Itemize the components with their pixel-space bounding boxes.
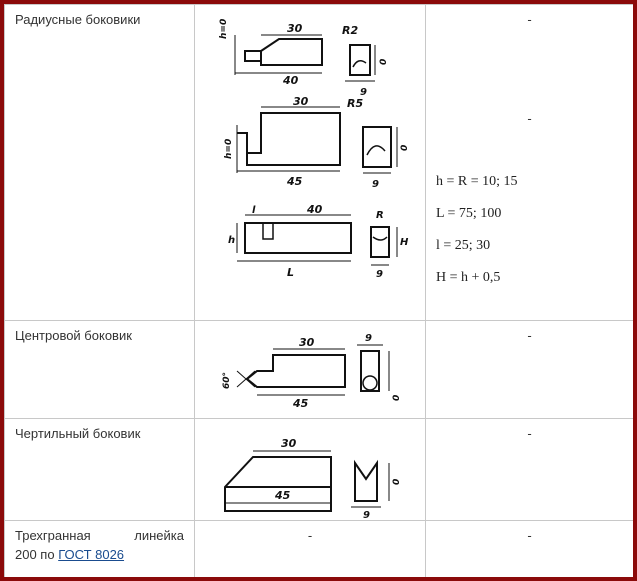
- dim-label: L: [287, 266, 295, 279]
- side-block-3: [245, 223, 351, 253]
- formula: L = 75; 100: [436, 206, 502, 221]
- dim-label: h=0: [219, 18, 229, 39]
- empty-cell: [195, 521, 426, 578]
- dim-label: 9: [360, 87, 367, 98]
- formulas: [426, 166, 633, 294]
- dash-mark: -: [527, 528, 532, 543]
- notes-cell: [426, 5, 634, 321]
- side-block-1-end: [350, 45, 370, 75]
- notes-cell: [426, 321, 634, 419]
- empty-cell: [426, 521, 634, 578]
- table-row: [5, 321, 634, 419]
- formula: h = R = 10; 15: [436, 174, 518, 189]
- row-name-line: Трехгранная линейка: [15, 528, 184, 543]
- center-side-drawing: [195, 321, 426, 418]
- drawing-cell: [195, 419, 426, 521]
- table-row: [5, 521, 634, 578]
- formula: H = h + 0,5: [436, 270, 501, 285]
- dim-label: 9: [365, 333, 372, 344]
- dim-label: h=0: [224, 138, 234, 159]
- side-block-2-end: [363, 127, 391, 167]
- dim-label: 9: [363, 510, 370, 520]
- dim-label: 60°: [222, 371, 232, 389]
- table-row: [5, 5, 634, 321]
- row-name-prefix: 200 по: [15, 547, 59, 562]
- dim-label: 9: [372, 179, 379, 190]
- dim-label: R2: [342, 24, 359, 37]
- dim-label: 30: [287, 22, 303, 35]
- dim-label: 45: [275, 489, 291, 502]
- dim-label: 0: [392, 394, 402, 401]
- side-block-2: [237, 113, 340, 165]
- radius-side-drawings: [195, 5, 426, 311]
- dim-label: l: [252, 205, 256, 216]
- page-frame: [4, 4, 633, 577]
- notes-cell: [426, 419, 634, 521]
- dim-label: 30: [299, 336, 315, 349]
- dash-mark: -: [527, 328, 532, 343]
- dim-label: R: [376, 210, 384, 221]
- row-name: Центровой боковик: [15, 328, 132, 343]
- dim-label: 40: [307, 203, 323, 216]
- dim-label: 0: [379, 58, 389, 65]
- scribing-side-drawing: [195, 419, 426, 520]
- center-block: [247, 355, 345, 387]
- row-name-cell: [5, 419, 195, 521]
- dim-label: 0: [392, 478, 402, 485]
- row-name: Радиусные боковики: [15, 12, 141, 27]
- dim-label: 45: [293, 397, 309, 410]
- dim-label: 0: [400, 144, 410, 151]
- dash-mark: -: [527, 12, 532, 27]
- formula: l = 25; 30: [436, 238, 491, 253]
- dim-label: 30: [293, 95, 309, 108]
- dash-mark: -: [307, 528, 313, 543]
- row-name: Чертильный боковик: [15, 426, 141, 441]
- dim-label: h: [228, 235, 236, 246]
- dim-label: 40: [283, 74, 299, 87]
- side-block-3-end: [371, 227, 389, 257]
- table-row: [5, 419, 634, 521]
- side-block-1: [245, 39, 322, 65]
- dim-label: R5: [347, 97, 364, 110]
- row-name-cell: [5, 521, 195, 578]
- dash-mark: -: [527, 426, 532, 441]
- drawing-cell: [195, 5, 426, 321]
- dim-label: 9: [376, 269, 383, 280]
- scribing-block-end: [355, 463, 377, 501]
- drawing-cell: [195, 321, 426, 419]
- dim-label: 45: [287, 175, 303, 188]
- spec-table: [4, 4, 633, 577]
- dash-mark: -: [527, 111, 532, 126]
- row-name-line2: [15, 545, 184, 564]
- dim-label: H: [400, 237, 409, 248]
- gost-link[interactable]: ГОСТ 8026: [58, 547, 125, 562]
- row-name-cell: [5, 321, 195, 419]
- dim-label: 30: [281, 437, 297, 450]
- row-name-cell: [5, 5, 195, 321]
